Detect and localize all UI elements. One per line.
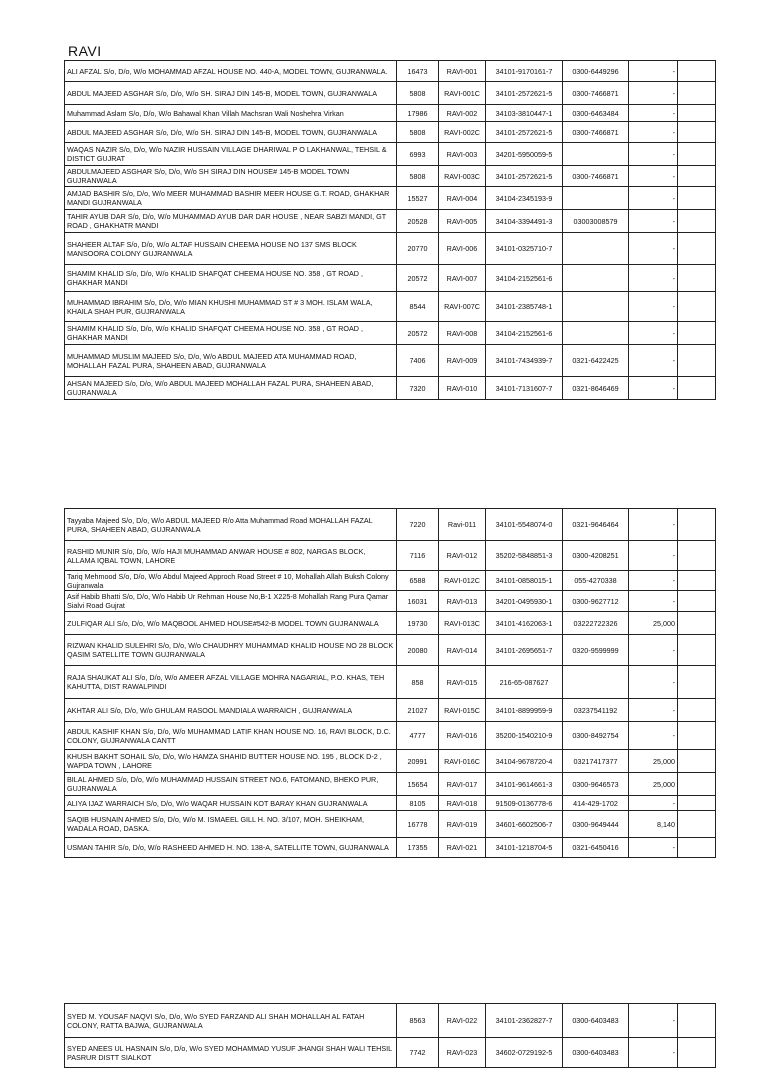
cell-amount: - bbox=[629, 61, 678, 82]
table-row bbox=[65, 612, 716, 635]
cell-amount: - bbox=[629, 233, 678, 265]
cell-cnic: 34101-2572621-5 bbox=[486, 82, 563, 105]
cell-phone: 0321-6450416 bbox=[563, 838, 629, 858]
cell-name: AHSAN MAJEED S/o, D/o, W/o ABDUL MAJEED MOHALLAH FAZAL PURA, SHAHEEN ABAD, GUJRANWALA bbox=[65, 377, 397, 400]
cell-num: 5808 bbox=[397, 82, 439, 105]
table-row bbox=[65, 541, 716, 571]
cell-name: Muhammad Aslam S/o, D/o, W/o Bahawal Khan Villah Machsran Wali Noshehra Virkan bbox=[65, 105, 397, 122]
cell-amount: - bbox=[629, 345, 678, 377]
cell-amount: 25,000 bbox=[629, 773, 678, 796]
table-row bbox=[65, 509, 716, 541]
cell-cnic: 216-65-087627 bbox=[486, 666, 563, 699]
cell-code: RAVI-017 bbox=[439, 773, 486, 796]
cell-blank bbox=[678, 635, 716, 666]
cell-name: TAHIR AYUB DAR S/o, D/o, W/o MUHAMMAD AYUB DAR DAR HOUSE , NEAR SABZI MANDI, GT ROAD , GHAKHATR MANDI bbox=[65, 210, 397, 233]
cell-num: 5808 bbox=[397, 166, 439, 187]
table-row bbox=[65, 1038, 716, 1068]
cell-num: 858 bbox=[397, 666, 439, 699]
cell-blank bbox=[678, 591, 716, 612]
cell-blank bbox=[678, 571, 716, 591]
cell-num: 19730 bbox=[397, 612, 439, 635]
cell-cnic: 34101-0858015-1 bbox=[486, 571, 563, 591]
cell-code: RAVI-018 bbox=[439, 796, 486, 811]
cell-phone: 0300-6449296 bbox=[563, 61, 629, 82]
cell-code: RAVI-008 bbox=[439, 322, 486, 345]
cell-name: Asif Habib Bhatti S/o, D/o, W/o Habib Ur Rehman House No,B-1 X225-8 Mohallah Rang Pura Qamar Sialvi Road Gujrat bbox=[65, 591, 397, 612]
table-row bbox=[65, 105, 716, 122]
cell-amount: - bbox=[629, 187, 678, 210]
cell-amount: 25,000 bbox=[629, 612, 678, 635]
cell-phone: 0321-6422425 bbox=[563, 345, 629, 377]
table-row bbox=[65, 811, 716, 838]
cell-num: 16778 bbox=[397, 811, 439, 838]
cell-amount: - bbox=[629, 122, 678, 143]
cell-num: 20572 bbox=[397, 322, 439, 345]
cell-code: RAVI-016 bbox=[439, 722, 486, 750]
cell-num: 5808 bbox=[397, 122, 439, 143]
cell-cnic: 34201-0495930-1 bbox=[486, 591, 563, 612]
cell-name: ABDUL KASHIF KHAN S/o, D/o, W/o MUHAMMAD LATIF KHAN HOUSE NO. 16, RAVI BLOCK, D.C. COLONY, GUJRANWALA CANTT bbox=[65, 722, 397, 750]
cell-name: SAQIB HUSNAIN AHMED S/o, D/o, W/o M. ISMAEEL GILL H. NO. 3/107, MOH. SHEIKHAM, WADALA ROAD, DASKA. bbox=[65, 811, 397, 838]
cell-amount: - bbox=[629, 541, 678, 571]
cell-cnic: 34101-2572621-5 bbox=[486, 166, 563, 187]
table-row bbox=[65, 1004, 716, 1038]
cell-blank bbox=[678, 122, 716, 143]
cell-name: Tayyaba Majeed S/o, D/o, W/o ABDUL MAJEED R/o Atta Muhammad Road MOHALLAH FAZAL PURA, SHAHEEN ABAD, GUJRANWALA bbox=[65, 509, 397, 541]
cell-amount: - bbox=[629, 166, 678, 187]
cell-phone: 0300-6463484 bbox=[563, 105, 629, 122]
cell-name: SYED ANEES UL HASNAIN S/o, D/o, W/o SYED MOHAMMAD YUSUF JHANGI SHAH WALI TEHSIL PASRUR DISTT SIALKOT bbox=[65, 1038, 397, 1068]
cell-num: 17986 bbox=[397, 105, 439, 122]
cell-amount: - bbox=[629, 377, 678, 400]
cell-amount: - bbox=[629, 666, 678, 699]
cell-blank bbox=[678, 612, 716, 635]
cell-amount: 8,140 bbox=[629, 811, 678, 838]
cell-num: 7320 bbox=[397, 377, 439, 400]
cell-blank bbox=[678, 1038, 716, 1068]
cell-blank bbox=[678, 509, 716, 541]
cell-phone: 0300-9649444 bbox=[563, 811, 629, 838]
table-row bbox=[65, 377, 716, 400]
cell-blank bbox=[678, 187, 716, 210]
cell-cnic: 34601-6602506-7 bbox=[486, 811, 563, 838]
cell-blank bbox=[678, 265, 716, 292]
cell-code: RAVI-009 bbox=[439, 345, 486, 377]
cell-name: WAQAS NAZIR S/o, D/o, W/o NAZIR HUSSAIN VILLAGE DHARIWAL P O LAKHANWAL, TEHSIL & DISTICT GUJRAT bbox=[65, 143, 397, 166]
cell-cnic: 35200-1540210-9 bbox=[486, 722, 563, 750]
cell-name: Tariq Mehmood S/o, D/o, W/o Abdul Majeed Approch Road Street # 10, Mohallah Allah Buksh Colony Gujranwala bbox=[65, 571, 397, 591]
cell-phone: 03003008579 bbox=[563, 210, 629, 233]
cell-name: RIZWAN KHALID SULEHRI S/o, D/o, W/o CHAUDHRY MUHAMMAD KHALID HOUSE NO 28 BLOCK QASIM SATELLITE TOWN GUJRANWALA bbox=[65, 635, 397, 666]
cell-blank bbox=[678, 1004, 716, 1038]
cell-name: ALIYA IJAZ WARRAICH S/o, D/o, W/o WAQAR HUSSAIN KOT BARAY KHAN GUJRANWALA bbox=[65, 796, 397, 811]
table-row bbox=[65, 322, 716, 345]
table-row bbox=[65, 773, 716, 796]
cell-amount: - bbox=[629, 322, 678, 345]
table-row bbox=[65, 122, 716, 143]
cell-num: 20991 bbox=[397, 750, 439, 773]
cell-phone: 0300-8492754 bbox=[563, 722, 629, 750]
cell-num: 20080 bbox=[397, 635, 439, 666]
cell-blank bbox=[678, 811, 716, 838]
table-row bbox=[65, 591, 716, 612]
cell-code: RAVI-013C bbox=[439, 612, 486, 635]
cell-cnic: 34103-3810447-1 bbox=[486, 105, 563, 122]
cell-num: 20572 bbox=[397, 265, 439, 292]
cell-phone: 03217417377 bbox=[563, 750, 629, 773]
cell-code: RAVI-014 bbox=[439, 635, 486, 666]
cell-name: AKHTAR ALI S/o, D/o, W/o GHULAM RASOOL MANDIALA WARRAICH , GUJRANWALA bbox=[65, 699, 397, 722]
cell-blank bbox=[678, 796, 716, 811]
cell-amount: - bbox=[629, 699, 678, 722]
cell-num: 21027 bbox=[397, 699, 439, 722]
cell-num: 6588 bbox=[397, 571, 439, 591]
cell-amount: - bbox=[629, 838, 678, 858]
cell-blank bbox=[678, 105, 716, 122]
table-row bbox=[65, 233, 716, 265]
table-row bbox=[65, 722, 716, 750]
cell-cnic: 34101-2572621-5 bbox=[486, 122, 563, 143]
cell-phone bbox=[563, 322, 629, 345]
cell-cnic: 34101-2385748-1 bbox=[486, 292, 563, 322]
cell-code: RAVI-004 bbox=[439, 187, 486, 210]
cell-name: SYED M. YOUSAF NAQVI S/o, D/o, W/o SYED FARZAND ALI SHAH MOHALLAH AL FATAH COLONY, RATTA BAJWA, GUJRANWALA bbox=[65, 1004, 397, 1038]
cell-cnic: 34101-9614661-3 bbox=[486, 773, 563, 796]
cell-num: 20770 bbox=[397, 233, 439, 265]
page-title: RAVI bbox=[68, 43, 102, 59]
cell-phone bbox=[563, 143, 629, 166]
cell-code: RAVI-015 bbox=[439, 666, 486, 699]
cell-code: RAVI-019 bbox=[439, 811, 486, 838]
cell-code: RAVI-016C bbox=[439, 750, 486, 773]
cell-blank bbox=[678, 541, 716, 571]
table-row bbox=[65, 166, 716, 187]
cell-cnic: 34101-1218704-5 bbox=[486, 838, 563, 858]
cell-name: MUHAMMAD MUSLIM MAJEED S/o, D/o, W/o ABDUL MAJEED ATA MUHAMMAD ROAD, MOHALLAH FAZAL PURA, SHAHEEN ABAD, GUJRANWALA bbox=[65, 345, 397, 377]
cell-phone: 0320-9599999 bbox=[563, 635, 629, 666]
cell-code: RAVI-001C bbox=[439, 82, 486, 105]
cell-amount: - bbox=[629, 105, 678, 122]
cell-cnic: 34101-7131607-7 bbox=[486, 377, 563, 400]
cell-num: 4777 bbox=[397, 722, 439, 750]
table-row bbox=[65, 571, 716, 591]
cell-name: RASHID MUNIR S/o, D/o, W/o HAJI MUHAMMAD ANWAR HOUSE # 802, NARGAS BLOCK, ALLAMA IQBAL TOWN, LAHORE bbox=[65, 541, 397, 571]
cell-name: SHAHEER ALTAF S/o, D/o, W/o ALTAF HUSSAIN CHEEMA HOUSE NO 137 SMS BLOCK MANSOORA COLONY GUJRANWALA bbox=[65, 233, 397, 265]
cell-cnic: 34101-8899959-9 bbox=[486, 699, 563, 722]
cell-blank bbox=[678, 82, 716, 105]
table-row bbox=[65, 82, 716, 105]
cell-amount: - bbox=[629, 1038, 678, 1068]
cell-name: ABDUL MAJEED ASGHAR S/o, D/o, W/o SH. SIRAJ DIN 145-B, MODEL TOWN, GUJRANWALA bbox=[65, 122, 397, 143]
cell-num: 7116 bbox=[397, 541, 439, 571]
cell-code: RAVI-002C bbox=[439, 122, 486, 143]
cell-cnic: 34101-2362827-7 bbox=[486, 1004, 563, 1038]
cell-phone: 0300-7466871 bbox=[563, 166, 629, 187]
register-table-2 bbox=[64, 508, 716, 858]
cell-phone: 0300-6403483 bbox=[563, 1004, 629, 1038]
cell-cnic: 34101-4162063-1 bbox=[486, 612, 563, 635]
cell-code: RAVI-012C bbox=[439, 571, 486, 591]
cell-name: USMAN TAHIR S/o, D/o, W/o RASHEED AHMED H. NO. 138-A, SATELLITE TOWN, GUJRANWALA bbox=[65, 838, 397, 858]
cell-amount: - bbox=[629, 796, 678, 811]
cell-num: 7742 bbox=[397, 1038, 439, 1068]
cell-phone: 0300-4208251 bbox=[563, 541, 629, 571]
cell-phone bbox=[563, 666, 629, 699]
cell-cnic: 34101-2695651-7 bbox=[486, 635, 563, 666]
cell-amount: - bbox=[629, 571, 678, 591]
table-row bbox=[65, 750, 716, 773]
cell-cnic: 34104-9678720-4 bbox=[486, 750, 563, 773]
table-row bbox=[65, 61, 716, 82]
cell-name: MUHAMMAD IBRAHIM S/o, D/o, W/o MIAN KHUSHI MUHAMMAD ST # 3 MOH. ISLAM WALA, KHAILA SHAH PUR, GUJRANWALA bbox=[65, 292, 397, 322]
cell-phone: 0300-7466871 bbox=[563, 82, 629, 105]
cell-phone bbox=[563, 292, 629, 322]
cell-code: RAVI-001 bbox=[439, 61, 486, 82]
cell-phone: 03237541192 bbox=[563, 699, 629, 722]
cell-name: ABDULMAJEED ASGHAR S/o, D/o, W/o SH SIRAJ DIN HOUSE# 145-B MODEL TOWN GUJRANWALA bbox=[65, 166, 397, 187]
cell-code: RAVI-022 bbox=[439, 1004, 486, 1038]
cell-num: 8544 bbox=[397, 292, 439, 322]
cell-blank bbox=[678, 143, 716, 166]
cell-phone bbox=[563, 265, 629, 292]
cell-phone: 0300-6403483 bbox=[563, 1038, 629, 1068]
cell-phone: 03222722326 bbox=[563, 612, 629, 635]
cell-code: RAVI-012 bbox=[439, 541, 486, 571]
cell-blank bbox=[678, 292, 716, 322]
cell-num: 8105 bbox=[397, 796, 439, 811]
cell-amount: - bbox=[629, 82, 678, 105]
register-table-1 bbox=[64, 60, 716, 400]
cell-cnic: 34101-0325710-7 bbox=[486, 233, 563, 265]
cell-code: RAVI-002 bbox=[439, 105, 486, 122]
cell-cnic: 34104-2345193-9 bbox=[486, 187, 563, 210]
cell-code: RAVI-005 bbox=[439, 210, 486, 233]
cell-cnic: 34104-3394491-3 bbox=[486, 210, 563, 233]
cell-blank bbox=[678, 61, 716, 82]
cell-num: 20528 bbox=[397, 210, 439, 233]
cell-code: RAVI-003C bbox=[439, 166, 486, 187]
register-table-3 bbox=[64, 1003, 716, 1068]
cell-name: SHAMIM KHALID S/o, D/o, W/o KHALID SHAFQAT CHEEMA HOUSE NO. 358 , GT ROAD , GHAKHAR MANDI bbox=[65, 322, 397, 345]
cell-phone: 0321-8646469 bbox=[563, 377, 629, 400]
table-row bbox=[65, 345, 716, 377]
cell-code: RAVI-007 bbox=[439, 265, 486, 292]
cell-num: 17355 bbox=[397, 838, 439, 858]
table-row bbox=[65, 143, 716, 166]
cell-amount: - bbox=[629, 722, 678, 750]
cell-amount: - bbox=[629, 210, 678, 233]
cell-num: 6993 bbox=[397, 143, 439, 166]
cell-cnic: 34101-7434939-7 bbox=[486, 345, 563, 377]
cell-code: RAVI-006 bbox=[439, 233, 486, 265]
cell-cnic: 34104-2152561-6 bbox=[486, 265, 563, 292]
cell-cnic: 34101-5548074-0 bbox=[486, 509, 563, 541]
cell-cnic: 35202-5848851-3 bbox=[486, 541, 563, 571]
cell-num: 8563 bbox=[397, 1004, 439, 1038]
cell-amount: - bbox=[629, 635, 678, 666]
cell-num: 15527 bbox=[397, 187, 439, 210]
table-row bbox=[65, 796, 716, 811]
cell-phone: 0300-7466871 bbox=[563, 122, 629, 143]
cell-amount: - bbox=[629, 591, 678, 612]
table-row bbox=[65, 265, 716, 292]
cell-code: Ravi-011 bbox=[439, 509, 486, 541]
cell-code: RAVI-007C bbox=[439, 292, 486, 322]
cell-cnic: 34101-9170161-7 bbox=[486, 61, 563, 82]
cell-blank bbox=[678, 233, 716, 265]
cell-name: AMJAD BASHIR S/o, D/o, W/o MEER MUHAMMAD BASHIR MEER HOUSE G.T. ROAD, GHAKHAR MANDI GUJRANWALA bbox=[65, 187, 397, 210]
cell-name: RAJA SHAUKAT ALI S/o, D/o, W/o AMEER AFZAL VILLAGE MOHRA NAGARIAL, P.O. KHAS, TEH KAHUTTA, DIST RAWALPINDI bbox=[65, 666, 397, 699]
cell-name: ABDUL MAJEED ASGHAR S/o, D/o, W/o SH. SIRAJ DIN 145-B, MODEL TOWN, GUJRANWALA bbox=[65, 82, 397, 105]
cell-num: 16031 bbox=[397, 591, 439, 612]
cell-name: SHAMIM KHALID S/o, D/o, W/o KHALID SHAFQAT CHEEMA HOUSE NO. 358 , GT ROAD , GHAKHAR MANDI bbox=[65, 265, 397, 292]
cell-phone: 055-4270338 bbox=[563, 571, 629, 591]
cell-name: ALI AFZAL S/o, D/o, W/o MOHAMMAD AFZAL HOUSE NO. 440-A, MODEL TOWN, GUJRANWALA. bbox=[65, 61, 397, 82]
cell-blank bbox=[678, 345, 716, 377]
cell-name: ZULFIQAR ALI S/o, D/o, W/o MAQBOOL AHMED HOUSE#542-B MODEL TOWN GUJRANWALA bbox=[65, 612, 397, 635]
cell-code: RAVI-021 bbox=[439, 838, 486, 858]
cell-amount: 25,000 bbox=[629, 750, 678, 773]
cell-phone: 0321-9646464 bbox=[563, 509, 629, 541]
cell-name: BILAL AHMED S/o, D/o, W/o MUHAMMAD HUSSAIN STREET NO.6, FATOMAND, BHEKO PUR, GUJRANWALA bbox=[65, 773, 397, 796]
cell-cnic: 34104-2152561-6 bbox=[486, 322, 563, 345]
cell-phone bbox=[563, 233, 629, 265]
cell-num: 16473 bbox=[397, 61, 439, 82]
cell-code: RAVI-013 bbox=[439, 591, 486, 612]
cell-num: 7220 bbox=[397, 509, 439, 541]
cell-blank bbox=[678, 838, 716, 858]
cell-blank bbox=[678, 666, 716, 699]
table-row bbox=[65, 838, 716, 858]
cell-cnic: 91509-0136778-6 bbox=[486, 796, 563, 811]
cell-phone: 414-429-1702 bbox=[563, 796, 629, 811]
cell-amount: - bbox=[629, 292, 678, 322]
cell-amount: - bbox=[629, 509, 678, 541]
cell-blank bbox=[678, 699, 716, 722]
cell-name: KHUSH BAKHT SOHAIL S/o, D/o, W/o HAMZA SHAHID BUTTER HOUSE NO. 195 , BLOCK D-2 , WAPDA TOWN , LAHORE bbox=[65, 750, 397, 773]
cell-phone: 0300-9627712 bbox=[563, 591, 629, 612]
cell-code: RAVI-010 bbox=[439, 377, 486, 400]
cell-amount: - bbox=[629, 265, 678, 292]
table-row bbox=[65, 292, 716, 322]
table-row bbox=[65, 635, 716, 666]
cell-cnic: 34602-0729192-5 bbox=[486, 1038, 563, 1068]
cell-amount: - bbox=[629, 1004, 678, 1038]
table-row bbox=[65, 210, 716, 233]
table-row bbox=[65, 187, 716, 210]
cell-cnic: 34201-5950059-5 bbox=[486, 143, 563, 166]
cell-blank bbox=[678, 722, 716, 750]
table-row bbox=[65, 699, 716, 722]
cell-blank bbox=[678, 377, 716, 400]
cell-amount: - bbox=[629, 143, 678, 166]
cell-phone: 0300-9646573 bbox=[563, 773, 629, 796]
cell-code: RAVI-023 bbox=[439, 1038, 486, 1068]
table-row bbox=[65, 666, 716, 699]
cell-blank bbox=[678, 166, 716, 187]
cell-blank bbox=[678, 773, 716, 796]
cell-num: 15654 bbox=[397, 773, 439, 796]
cell-blank bbox=[678, 322, 716, 345]
cell-code: RAVI-003 bbox=[439, 143, 486, 166]
cell-blank bbox=[678, 750, 716, 773]
cell-blank bbox=[678, 210, 716, 233]
cell-phone bbox=[563, 187, 629, 210]
cell-code: RAVI-015C bbox=[439, 699, 486, 722]
cell-num: 7406 bbox=[397, 345, 439, 377]
